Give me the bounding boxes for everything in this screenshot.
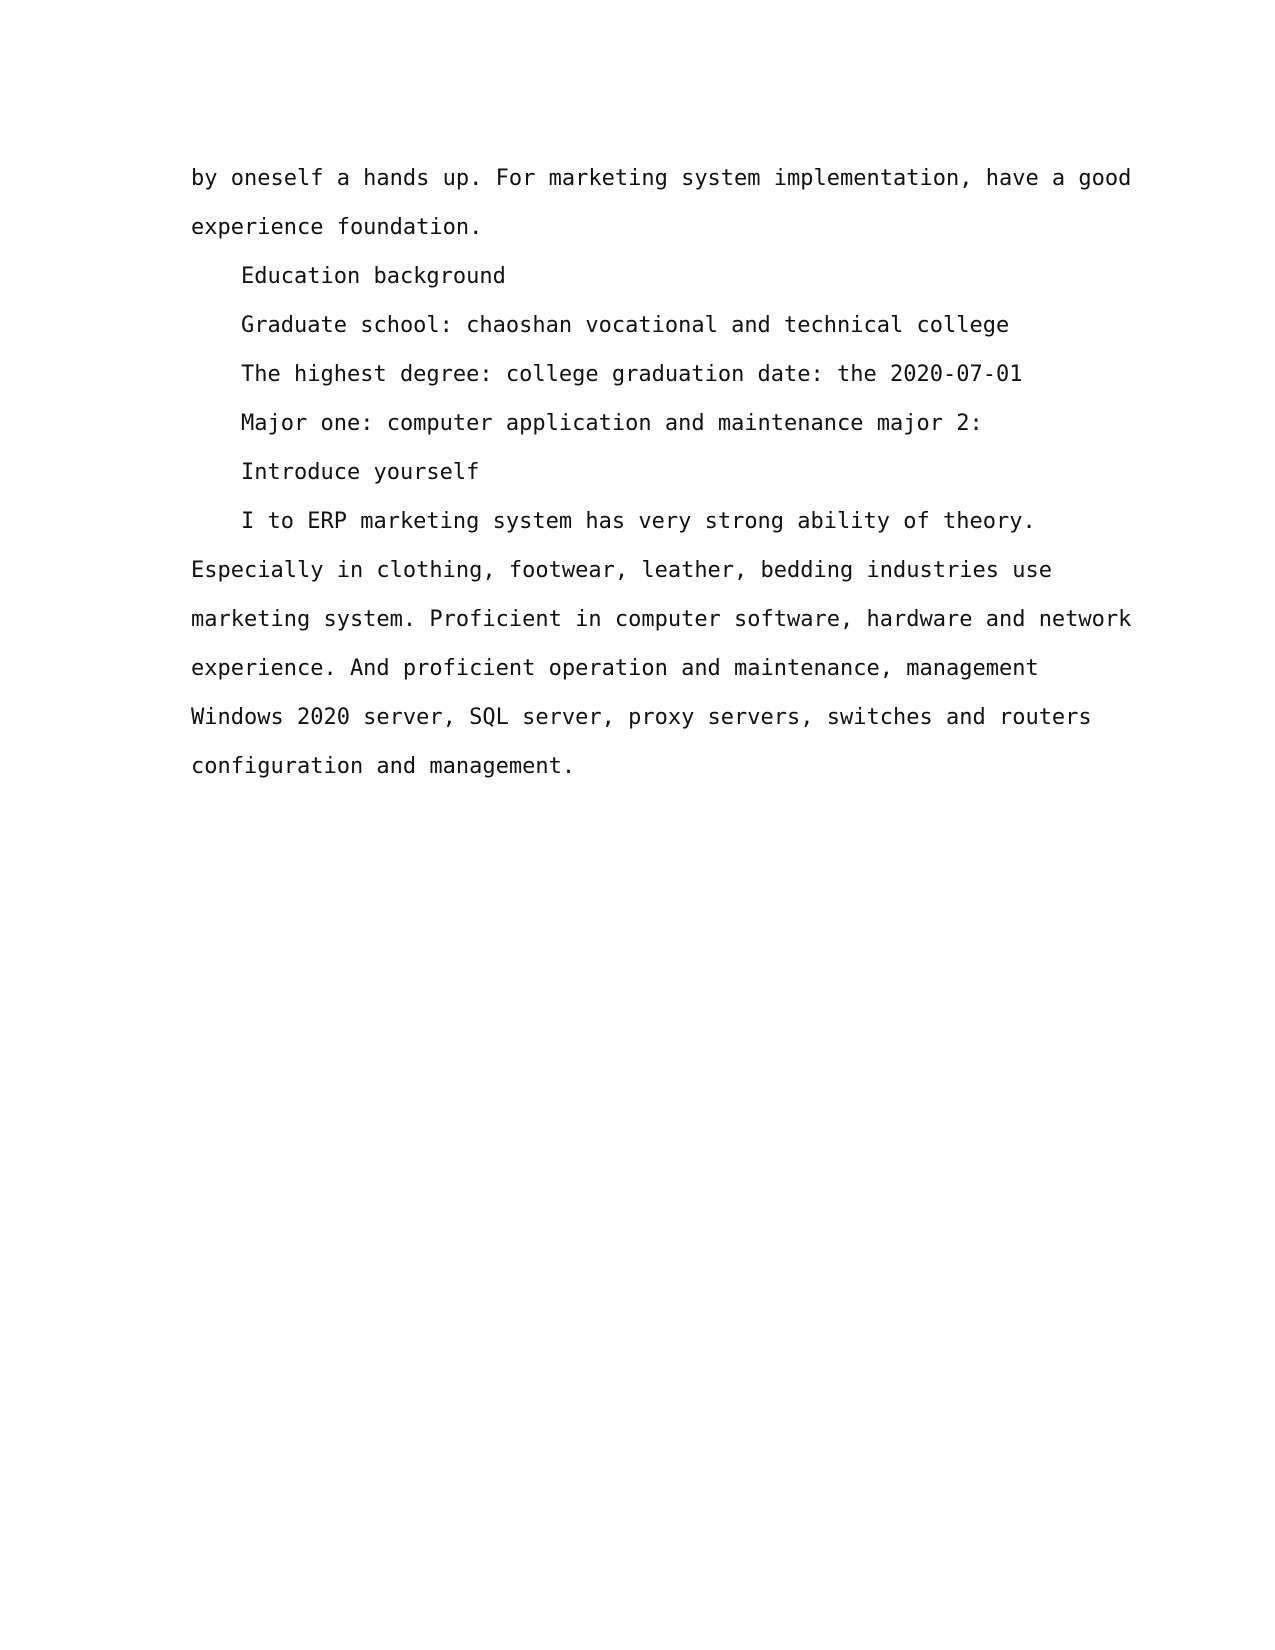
paragraph-line: marketing system. Proficient in computer software, hardware and network: [191, 607, 1132, 632]
paragraph-line: experience. And proficient operation and maintenance, management: [191, 656, 1039, 681]
graduate-school-line: Graduate school: chaoshan vocational and technical college: [241, 313, 1010, 338]
paragraph-line: Especially in clothing, footwear, leather, bedding industries use: [191, 558, 1052, 583]
paragraph-line: Windows 2020 server, SQL server, proxy servers, switches and routers: [191, 705, 1092, 730]
paragraph-line: by oneself a hands up. For marketing system implementation, have a good: [191, 166, 1132, 191]
body-text: [191, 154, 1132, 791]
section-heading-introduce: Introduce yourself: [241, 460, 480, 485]
paragraph-line: I to ERP marketing system has very strong ability of theory.: [241, 509, 1036, 534]
paragraph-line: experience foundation.: [191, 215, 483, 240]
section-heading-education: Education background: [241, 264, 506, 289]
paragraph-line: configuration and management.: [191, 754, 576, 779]
major-line: Major one: computer application and maintenance major 2:: [241, 411, 983, 436]
highest-degree-line: The highest degree: college graduation date: the 2020-07-01: [241, 362, 1023, 387]
